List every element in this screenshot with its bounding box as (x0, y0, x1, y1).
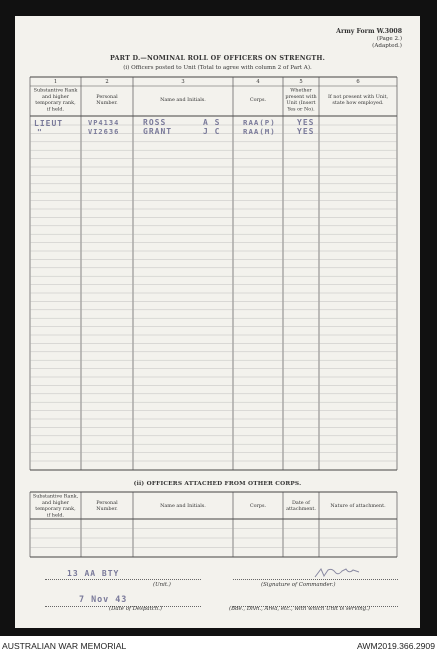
row2-rank: " (37, 128, 43, 137)
table1-header-col6: state how employed. (332, 100, 384, 107)
page-note: (Page 2.) (376, 36, 402, 42)
signature-label: (Signature of Commander.) (261, 582, 336, 588)
despatch-date: 7 Nov 43 (79, 594, 128, 604)
form-page (15, 16, 420, 628)
table1-header-col2: Personal (96, 93, 118, 100)
row2-initials: J C (203, 127, 221, 136)
column-number-1: 1 (53, 79, 58, 85)
table1-header-col1: Substantive Rank (33, 87, 78, 94)
table2-header-col1: Substantive Rank, (32, 493, 79, 500)
column-number-4: 4 (256, 79, 260, 85)
table1-header-col1: temporary rank, (35, 100, 76, 107)
row1-corps: RAA(P) (243, 118, 276, 127)
archive-footer (0, 636, 437, 653)
date-label: (Date of Despatch.) (109, 606, 163, 612)
table2-header-col3: Name and Initials. (160, 503, 206, 509)
column-number-2: 2 (105, 79, 109, 85)
column-number-5: 5 (299, 79, 303, 85)
table2-header-col5: Date of (291, 499, 311, 506)
table1-header-col1: and higher (42, 93, 69, 100)
unit-line (45, 579, 201, 580)
table1-header-col5: Yes or No). (287, 106, 315, 113)
form-number: Army Form W.3008 (336, 28, 402, 35)
unit-value: 13 AA BTY (67, 569, 120, 578)
table2-header-col4: Corps. (249, 503, 267, 509)
section2-title: (ii) OFFICERS ATTACHED FROM OTHER CORPS. (133, 481, 302, 487)
row2-number: VI2636 (88, 128, 120, 136)
formation-label: (Bde., Divn., Area, etc., with which Unit is serving.) (229, 606, 370, 612)
table1-header-col3: Name and Initials. (160, 97, 206, 103)
footer-institution: AUSTRALIAN WAR MEMORIAL (2, 641, 127, 651)
unit-label: (Unit.) (153, 582, 171, 588)
section1-title: (i) Officers posted to Unit (Total to agree with column 2 of Part A). (123, 65, 312, 71)
table1-header-col5: present with (285, 93, 317, 100)
signature-line (233, 579, 398, 580)
table2-header-col6: Nature of attachment. (330, 503, 386, 509)
table2-header-col1: if held. (46, 512, 65, 519)
row1-initials: A S (203, 118, 221, 127)
row2-present: YES (297, 127, 315, 136)
row2-corps: RAA(M) (243, 127, 276, 136)
table2-header-col2: Number. (96, 506, 118, 513)
adapted-note: (Adapted.) (372, 43, 402, 49)
row1-number: VP4134 (88, 119, 120, 127)
table1-header-col4: Corps. (249, 97, 267, 103)
table1-header-col1: if held. (46, 106, 65, 113)
row2-name: GRANT (143, 127, 173, 136)
column-number-6: 6 (356, 79, 360, 85)
table2-header-col2: Personal (96, 499, 118, 506)
table1-header-col5: Whether (290, 87, 312, 94)
table1-header-col2: Number. (96, 100, 118, 107)
footer-accession: AWM2019.366.2909 (356, 641, 435, 651)
table1-header-col5: Unit (Insert (286, 100, 316, 107)
table1-header-col6: If not present with Unit, (327, 93, 389, 100)
row1-name: ROSS (143, 118, 167, 127)
roll-tables (15, 16, 420, 628)
table2-header-col5: attachment. (286, 506, 316, 513)
column-number-3: 3 (181, 79, 185, 85)
row1-rank: LIEUT (34, 119, 64, 128)
part-title: PART D.—NOMINAL ROLL OF OFFICERS ON STRENGTH. (109, 54, 326, 62)
table2-header-col1: and higher (42, 499, 69, 506)
commander-signature (313, 566, 363, 580)
row1-present: YES (297, 118, 315, 127)
table2-header-col1: temporary rank, (35, 506, 76, 513)
